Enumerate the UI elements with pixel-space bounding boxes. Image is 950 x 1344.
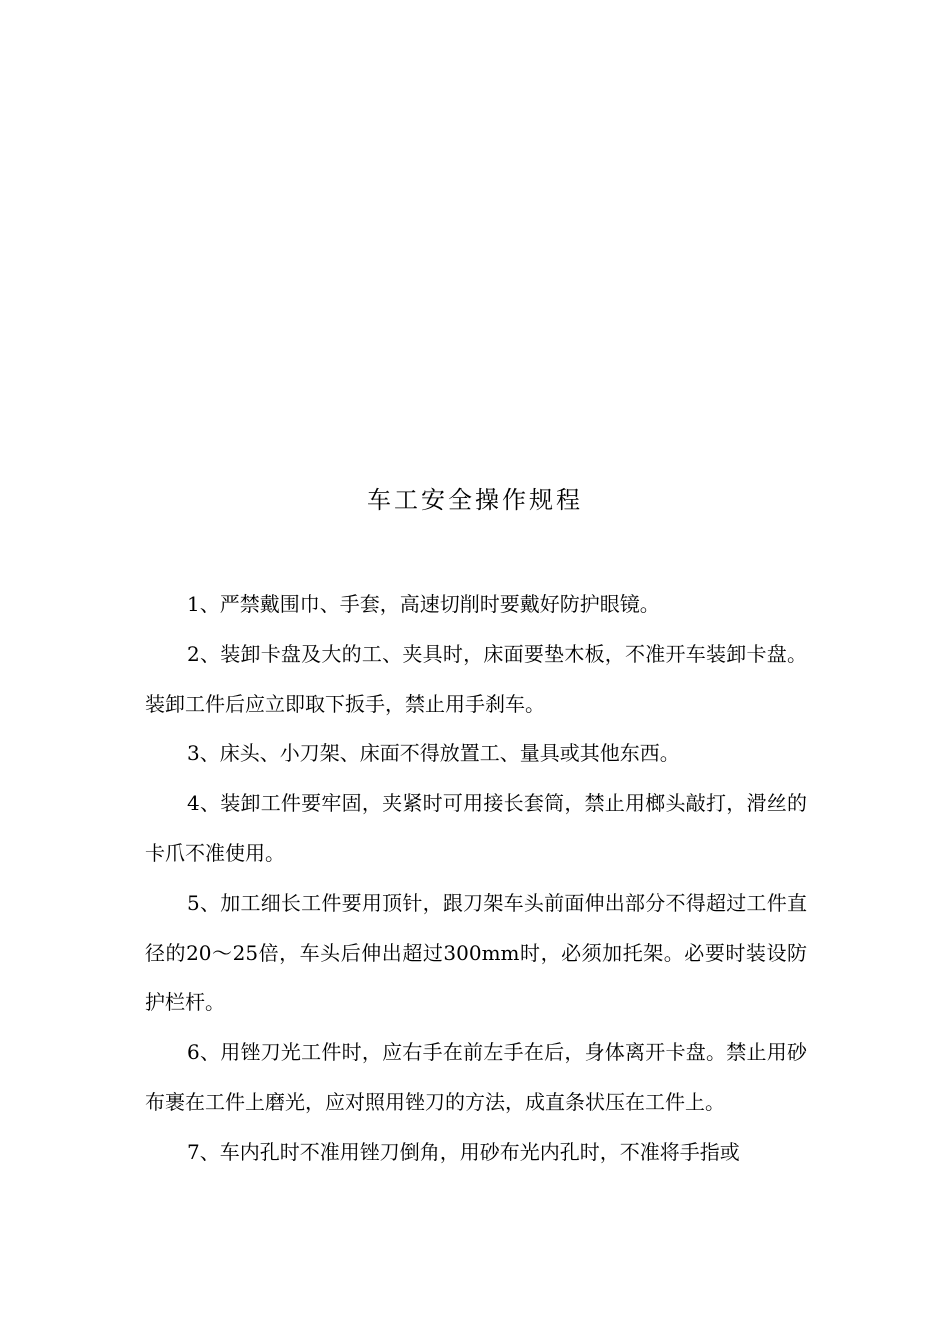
rule-paragraph-4: 4、装卸工件要牢固，夹紧时可用接长套筒，禁止用榔头敲打，滑丝的卡爪不准使用。 [145,791,807,865]
rule-paragraph-1: 1、严禁戴围巾、手套，高速切削时要戴好防护眼镜。 [187,592,660,616]
rule-paragraph-7: 7、车内孔时不准用锉刀倒角，用砂布光内孔时，不准将手指或 [187,1139,740,1164]
rule-paragraph-3: 3、床头、小刀架、床面不得放置工、量具或其他东西。 [187,741,680,766]
document-body [145,580,807,1178]
document-title: 车工安全操作规程 [367,486,583,514]
rule-paragraph-2: 2、装卸卡盘及大的工、夹具时，床面要垫木板，不准开车装卸卡盘。装卸工件后应立即取下扳手，禁止用手刹车。 [145,641,807,716]
rule-paragraph-6: 6、用锉刀光工件时，应右手在前左手在后，身体离开卡盘。禁止用砂布裹在工件上磨光，应对照用锉刀的方法，成直条状压在工件上。 [145,1040,807,1114]
rule-paragraph-5: 5、加工细长工件要用顶针，跟刀架车头前面伸出部分不得超过工件直径的20～25倍，车头后伸出超过300mm时，必须加托架。必要时装设防护栏杆。 [145,890,807,1015]
